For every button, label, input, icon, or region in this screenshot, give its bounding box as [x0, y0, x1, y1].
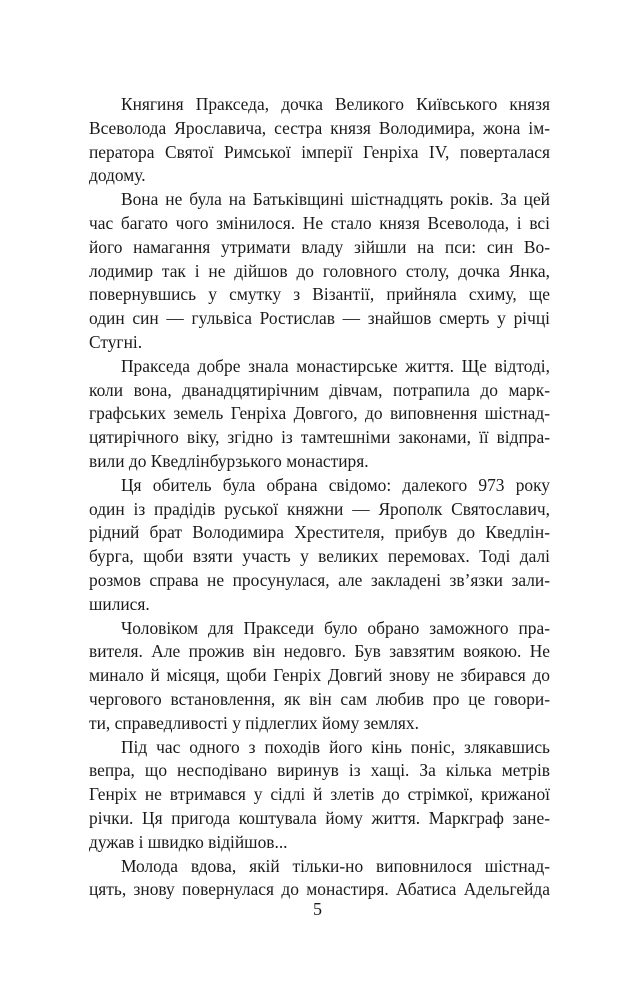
text-line: Княгиня Пракседа, дочка Великого Київського князя: [121, 94, 550, 114]
text-line: Генріх не втримався у сідлі й злетів до стрімкої, крижаної: [89, 784, 550, 805]
body-text: [89, 93, 550, 902]
text-line: Вона не була на Батьківщині шістнадцять років. За цей: [121, 189, 550, 210]
paragraph: [89, 736, 550, 855]
text-line: Пракседа добре знала монастирське життя. Ще відтоді,: [121, 355, 550, 376]
text-line: Молода вдова, якій тільки-но виповнилося шістнад-: [121, 855, 550, 876]
text-line: шилися.: [89, 593, 150, 614]
paragraph: [89, 855, 550, 903]
text-line: Стугні.: [89, 331, 143, 352]
text-line: дужав і швидко відійшов...: [89, 831, 288, 852]
text-line: рідний брат Володимира Хрестителя, прибув до Кведлін-: [89, 522, 550, 543]
paragraph: [89, 617, 550, 736]
text-line: бурга, щоби взяти участь у великих перемовах. Тоді далі: [89, 546, 550, 567]
text-line: додому.: [89, 165, 146, 186]
text-line: вепра, що несподівано виринув із хащі. За кілька метрів: [89, 760, 550, 781]
text-line: його намагання утримати владу зійшли на пси: син Во-: [89, 236, 550, 257]
text-line: графських земель Генріха Довгого, до виповнення шістнад-: [89, 403, 550, 424]
text-line: Чоловіком для Пракседи було обрано заможного пра-: [121, 617, 550, 638]
text-line: лодимир так і не дійшов до головного столу, дочка Янка,: [89, 260, 550, 281]
text-line: Під час одного з походів його кінь поніс, злякавшись: [121, 736, 550, 757]
text-line: коли вона, дванадцятирічним дівчам, потрапила до марк-: [89, 379, 550, 400]
text-line: цять, знову повернулася до монастиря. Абатиса Адельгейда: [89, 879, 550, 900]
text-line: чергового встановлення, як він сам любив про це говори-: [89, 688, 550, 709]
text-line: ти, справедливості у підлеглих йому землях.: [89, 712, 419, 733]
text-line: Ця обитель була обрана свідомо: далекого 973 року: [121, 474, 550, 495]
paragraph: [89, 355, 550, 474]
paragraph: [89, 188, 550, 355]
text-line: ператора Святої Римської імперії Генріха IV, поверталася: [89, 141, 550, 162]
text-line: повернувшись у смутку з Візантії, прийняла схиму, ще: [89, 284, 550, 305]
text-line: один син — гульвіса Ростислав — знайшов смерть у річці: [89, 308, 550, 329]
text-line: вителя. Але прожив він недовго. Був завзятим воякою. Не: [89, 641, 550, 662]
paragraph: [89, 474, 550, 617]
text-line: річки. Ця пригода коштувала йому життя. Маркграф зане-: [89, 807, 550, 828]
text-line: вили до Кведлінбурзького монастиря.: [89, 450, 369, 471]
page-number: 5: [313, 899, 322, 919]
text-line: Всеволода Ярославича, сестра князя Володимира, жона ім-: [89, 117, 550, 138]
paragraph: [89, 93, 550, 188]
text-line: минало й місяця, щоби Генріх Довгий знову не збирався до: [89, 665, 550, 686]
text-line: час багато чого змінилося. Не стало князя Всеволода, і всі: [89, 212, 550, 233]
text-line: цятирічного віку, згідно із тамтешніми законами, її відпра-: [89, 427, 550, 448]
text-line: один із прадідів руської княжни — Ярополк Святославич,: [89, 498, 550, 519]
text-line: розмов справа не просунулася, але закладені зв’язки зали-: [89, 569, 550, 590]
